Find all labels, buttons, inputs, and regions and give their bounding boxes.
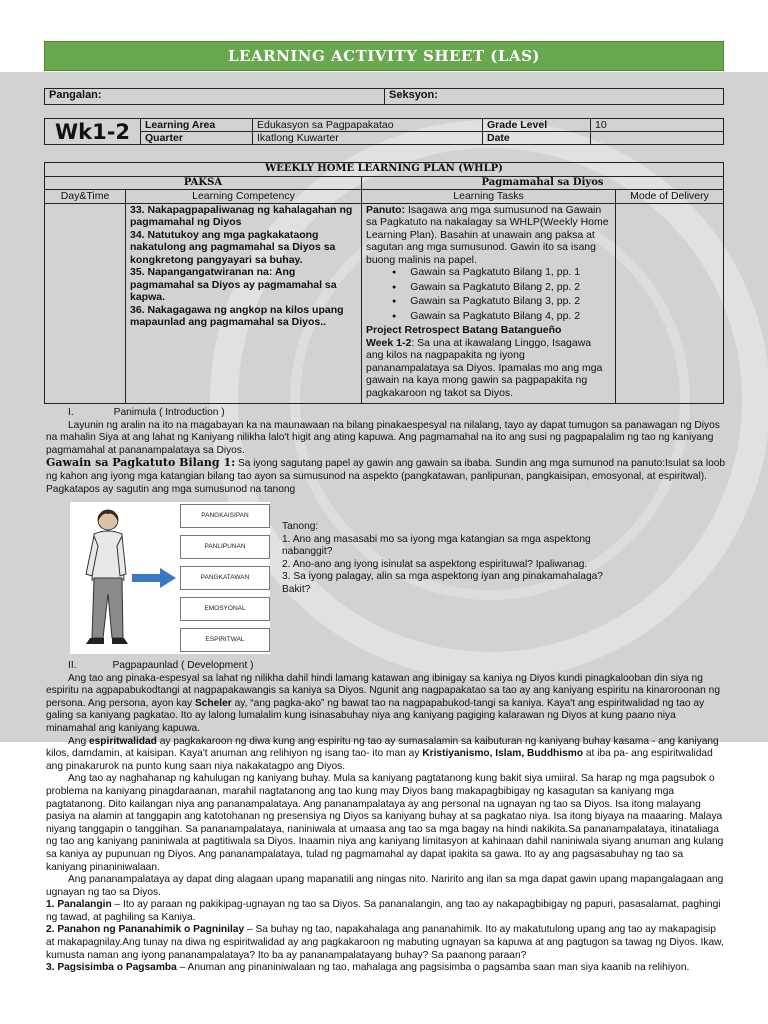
- whlp-title: WEEKLY HOME LEARNING PLAN (WHLP): [45, 163, 724, 177]
- question-item: 2. Ano-ano ang iyong isinulat sa aspektong espirituwal? Ipaliwanag.: [282, 558, 588, 570]
- section2-number: II.: [68, 660, 77, 671]
- gawain-title: Gawain sa Pagkatuto Bilang 1:: [46, 456, 236, 470]
- aspects-figure: [70, 502, 270, 654]
- whlp-table: [44, 162, 724, 404]
- learning-area-label: Learning Area: [141, 119, 253, 132]
- l2-bold: 2. Panahon ng Pananahimik o Pagninilay: [46, 924, 245, 936]
- section-development: [46, 660, 726, 975]
- p2-text-a: Ang: [68, 735, 89, 747]
- intro-paragraph: Layunin ng aralin na ito na magabayan ka na maunawaan na bilang pinakaespesyal na nilalang, tayo ay dapat tumugon sa panawagan ng Diyos na mahalin Siya at ang lahat ng Kaniyang nilikha lalo't higit ang ating kapuwa. Ang pagmamahal na ito ang susi ng pagpapalalim ng tao ng kaniyang pagmamahal at pananampalataya sa Diyos.: [46, 419, 720, 456]
- panuto-label: Panuto:: [366, 203, 406, 216]
- question-list: [282, 521, 612, 597]
- paksa-value: Pagmamahal sa Diyos: [362, 176, 724, 190]
- p2-bold: espiritwalidad: [88, 735, 157, 747]
- aspect-box: ESPIRITWAL: [180, 628, 270, 652]
- l1-bold: 1. Panalangin: [46, 899, 112, 911]
- competency-item: 34. Natutukoy ang mga pagkakataong nakatulong ang pagmamahal sa Diyos sa kongkretong pangyayari sa buhay.: [130, 228, 336, 266]
- section1-number: I.: [68, 407, 74, 418]
- col-day-time: Day&Time: [45, 190, 126, 204]
- grade-level-label: Grade Level: [483, 119, 591, 132]
- gawain-text: Sa iyong sagutang papel ay gawin ang gawain sa ibaba. Sundin ang mga sumunod na panuto:Isulat sa loob ng kahon ang iyong mga katangian bilang tao ayon sa sumusunod na aspekto (pangkatawan, panlipunan, pangkaisipan, emosyonal, at espiritwal). Pagkatapos ay sagutin ang mga sumusunod na tanong: [46, 458, 726, 495]
- delivery-cell: [616, 203, 724, 403]
- competency-item: 36. Nakagagawa ng angkop na kilos upang mapaunlad ang pagmamahal sa Diyos..: [130, 303, 344, 328]
- p1-rest: ay, “ang pagka-ako” ng bawat tao na nagpapabukod-tangi sa kaniya. Kaya't ang espiritwalidad ng tao ay galing sa kaniyang pagkatao. Ito ay lalong lumalalim kung isinasabuhay niya ang kaniyang pagiging kalarawan ng Diyos at kung paano niya minamahal ang kaniyang kapuwa.: [46, 697, 705, 734]
- section-label: Seksyon:: [385, 89, 724, 105]
- competency-item: 35. Napangangatwiranan na: Ang pagmamahal sa Diyos ay pagmamahal sa kapwa.: [130, 266, 337, 303]
- aspect-box: PANGKAISIPAN: [180, 504, 270, 528]
- name-label: Pangalan:: [45, 89, 385, 105]
- task-item: ● Gawain sa Pagkatuto Bilang 3, pp. 2: [392, 295, 611, 310]
- arrow-right-icon: [132, 568, 176, 588]
- aspect-box: PANLIPUNAN: [180, 535, 270, 559]
- questions-label: Tanong:: [282, 521, 319, 532]
- p2-text-c: at iba pa- ang espiritwalidad ang pinakarurok na punto kung saan niya nakakatagpo ang Diyos.: [46, 748, 713, 772]
- col-delivery: Mode of Delivery: [616, 190, 724, 204]
- p1-bold: Scheler: [194, 697, 232, 709]
- page-title: LEARNING ACTIVITY SHEET (LAS): [44, 41, 724, 71]
- p2-bold-2: Kristiyanismo, Islam, Buddhismo: [422, 748, 584, 760]
- task-item: ● Gawain sa Pagkatuto Bilang 1, pp. 1: [392, 266, 611, 281]
- paksa-label: PAKSA: [45, 176, 362, 190]
- competency-item: 33. Nakapagpapaliwanag ng kahalagahan ng pagmamahal ng Diyos: [130, 203, 353, 228]
- quarter-label: Quarter: [141, 132, 253, 145]
- panuto-text: Isagawa ang mga sumusunod na Gawain sa Pagkatuto na nakalagay sa WHLP(Weekly Home Learning Plan). Basahin at unawain ang paksa at sagutan ang mga sumusunod. Gawin ito sa isang buong malinis na papel.: [366, 203, 609, 266]
- project-title: Project Retrospect Batang Batangueño: [366, 324, 562, 336]
- p2-text-b: ay pagkakaroon ng diwa kung ang espiritu ng tao ay sumasalamin sa kaibuturan ng kaniyang buhay kasama - ang kaniyang kilos, damdamin, at kaisipan. Kaya't anuman ang relihiyon ng isang tao- ito man ay: [46, 735, 719, 760]
- date-value: [591, 132, 724, 145]
- tasks-cell: [362, 203, 616, 403]
- list-item-2: [46, 924, 726, 962]
- week-task-label: Week 1-2: [366, 336, 412, 349]
- list-item-1: [46, 899, 726, 924]
- day-time-cell: [45, 203, 126, 403]
- development-paragraph-4: Ang pananampalataya ay dapat ding alagaan upang mapanatili ang ningas nito. Naririto ang ilan sa mga dapat gawin upang mapangalagaan ang ugnayan ng tao sa Diyos.: [46, 874, 724, 898]
- week-label: Wk1-2: [45, 119, 141, 145]
- list-item-3: [46, 962, 726, 975]
- task-item: ● Gawain sa Pagkatuto Bilang 2, pp. 2: [392, 281, 611, 296]
- l2-text: – Sa buhay ng tao, napakahalaga ang pananahimik. Ito ay makatutulong upang ang tao ay makapagisip at makapagnilay.Ang tunay na diwa ng espiritwalidad ay ang pagkakaroon ng mabuting ugnayan sa kapuwa at ang pagtugon sa tawag ng Diyos. Ikaw, kumusta naman ang iyong pananampalataya? Ito ba ay pananampalatayang buhay? Sa paanong paraan?: [46, 924, 724, 961]
- week-task-text: : Sa una at ikawalang Linggo, Isagawa ang kilos na nagpapakita ng iyong pananampalataya sa Diyos. Ipamalas mo ang mga gawain na kaya mong gawin sa pagpapakita ng pagkakaroon ng takot sa Diyos.: [366, 336, 603, 399]
- grade-level-value: 10: [591, 119, 724, 132]
- course-info-table: [44, 118, 724, 145]
- development-paragraph-2: [46, 736, 726, 774]
- l1-text: – Ito ay paraan ng pakikipag-ugnayan ng tao sa Diyos. Sa pananalangin, ang tao ay nakapagbibigay ng papuri, pasasalamat, paghingi ng tawad, at paghiling sa Kaniya.: [46, 899, 721, 923]
- learning-area-value: Edukasyon sa Pagpapakatao: [253, 119, 483, 132]
- section1-heading: Panimula ( Introduction ): [113, 407, 225, 418]
- col-tasks: Learning Tasks: [362, 190, 616, 204]
- col-competency: Learning Competency: [126, 190, 362, 204]
- aspect-box: PANGKATAWAN: [180, 566, 270, 590]
- l3-text: – Anuman ang pinaniniwalaan ng tao, mahalaga ang pagsisimba o pagsamba saan man siya kaanib na relihiyon.: [176, 962, 690, 974]
- p1-text: Ang tao ang pinaka-espesyal sa lahat ng nilikha dahil hindi lamang katawan ang ibinigay sa kaniya ng Diyos kundi pinagkalooban din siya ng espiritu na agpapabukodtangi at nagpapakawangis sa kaniya sa Diyos. Ngunit ang nagpapakatao sa tao ay ang kaniyang espiritu na kinaroroonan ng persona. Ang persona, ayon kay: [46, 672, 720, 709]
- l3-bold: 3. Pagsisimba o Pagsamba: [46, 962, 177, 974]
- student-info-table: [44, 88, 724, 105]
- section2-heading: Pagpapaunlad ( Development ): [112, 660, 254, 671]
- task-item: ● Gawain sa Pagkatuto Bilang 4, pp. 2: [392, 310, 611, 325]
- development-paragraph-1: [46, 673, 726, 736]
- quarter-value: Ikatlong Kuwarter: [253, 132, 483, 145]
- question-item: 3. Sa iyong palagay, alin sa mga aspektong iyan ang pinakamahalaga? Bakit?: [282, 571, 603, 595]
- date-label: Date: [483, 132, 591, 145]
- section-introduction: [46, 407, 726, 496]
- competency-cell: [126, 203, 362, 403]
- development-paragraph-3: Ang tao ay naghahanap ng kahulugan ng kaniyang buhay. Mula sa kaniyang pagtatanong kung bakit siya umiiral. Sa harap ng mga pagsubok o problema na kaniyang pinagdaraanan, marahil nagtatanong ang tao kung may Diyos bang makapagbibigay ng kasagutan sa kaniyang mga pagtatanong. Dito kailangan niya ang pananampalataya. Ang pananampalataya ay ang personal na ugnayan ng tao sa Diyos. Isa itong malayang pasiya na alamin at tanggapin ang katotohanan ng presensiya ng Diyos sa kaniyang buhay at sa pagkatao niya. Isa itong biyaya na maaaring. Malaya niyang tanggapin o tanggihan. Sa pananampalataya, naniniwala at umaasa ang tao sa mga bagay na hindi nakikita.Sa pananampalataya, itinataliaga ng tao ang kaniyang paniniwala at pagtitiwala sa Diyos. Inaamin niya ang kaniyang limitasyon at kahinaan dahil naniniwala siyang anuman ang kulang sa kaniya ay pupunuan ng Diyos. Ang pananampalataya, tulad ng pagmamahal ay dapat ipakita sa gawa. Ito ay ang pagsasabuhay ng tao sa kaniyang pinaniniwalaan.: [46, 773, 724, 873]
- aspect-box: EMOSYONAL: [180, 597, 270, 621]
- question-item: 1. Ano ang masasabi mo sa iyong mga katangian sa mga aspektong nabanggit?: [282, 533, 591, 558]
- task-list: [366, 266, 611, 324]
